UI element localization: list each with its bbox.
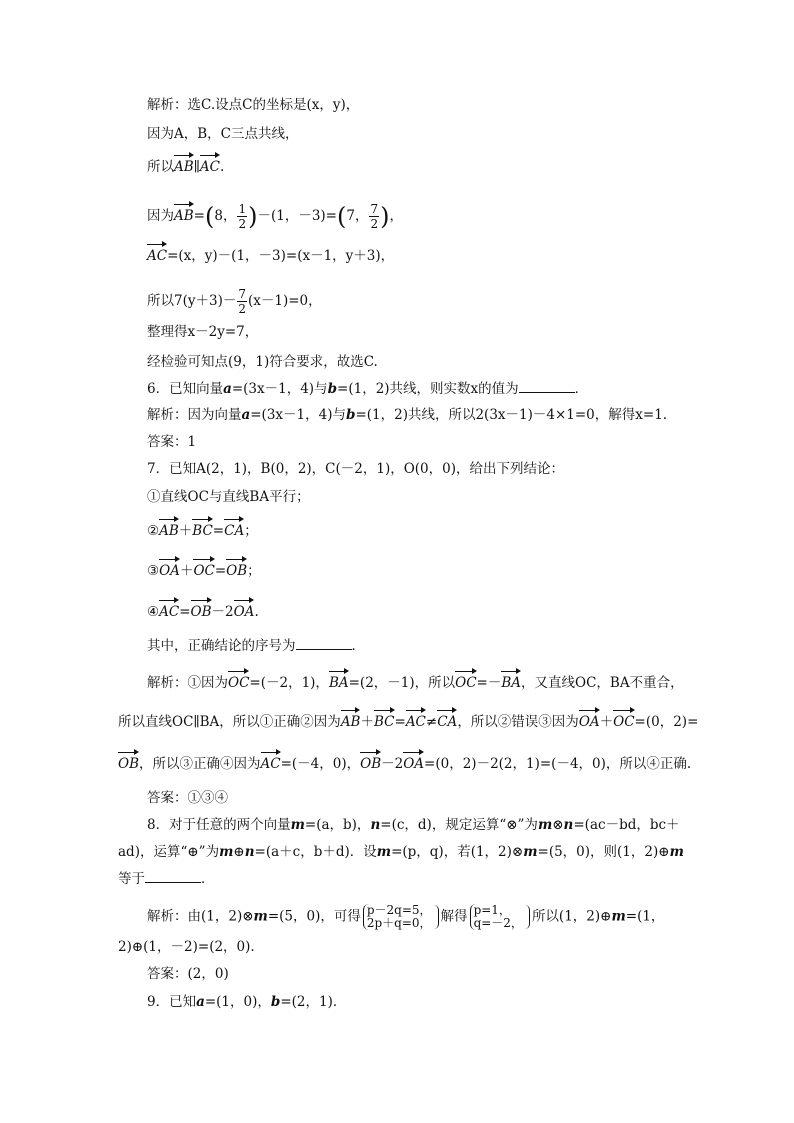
q6-answer: 答案：1	[147, 434, 197, 450]
sol5-line1: 解析：选C.设点C的坐标是(x，y)，	[147, 97, 360, 113]
q7-ask: 其中，正确结论的序号为 ．	[147, 638, 365, 654]
q7-solution-line3: OB，所以③正确④因为AC=(－4，0)，OB－2OA=(0，2)－2(2，1)=(－4，0)，所以④正确.	[118, 756, 692, 772]
solution-system: p=1， q=－2，	[470, 904, 523, 930]
sol5-line7: 整理得x－2y=7，	[147, 324, 259, 340]
sol5-line3: 所以AB∥AC.	[147, 159, 225, 175]
q9-question: 9．已知a=(1，0)，b=(2，1)．	[147, 994, 347, 1010]
q7-conclusion-4: ④AC=OB－2OA.	[147, 604, 259, 620]
q7-answer: 答案：①③④	[147, 790, 228, 806]
answer-blank	[519, 380, 575, 393]
sol5-line8: 经检验可知点(9，1)符合要求，故选C.	[147, 354, 378, 370]
answer-blank	[145, 870, 201, 883]
q8-line2: ad)，运算“⊕”为m⊕n=(a＋c，b＋d)．设m=(p，q)，若(1，2)⊗m=(5，0)，则(1，2)⊕m	[118, 844, 684, 860]
q7-conclusion-1: ①直线OC与直线BA平行；	[147, 489, 310, 505]
q7-conclusion-3: ③OA＋OC=OB；	[147, 563, 261, 579]
sol5-line5: AC=(x，y)－(1，－3)=(x－1，y＋3)，	[147, 248, 395, 264]
q7-solution-line1: 解析：①因为OC=(－2，1)，BA=(2，－1)，所以OC=－BA，又直线OC，BA不重合，	[147, 675, 684, 691]
sol5-line2: 因为A，B，C三点共线，	[147, 126, 299, 142]
q8-line3: 等于 ．	[118, 871, 215, 887]
q6-solution: 解析：因为向量a=(3x－1，4)与b=(1，2)共线，所以2(3x－1)－4×1=0，解得x=1.	[147, 407, 668, 423]
q8-solution-line1: 解析：由(1，2)⊗m=(5，0)，可得 p－2q=5， 2p＋q=0， 解得 p=1， q=－2， 所以(1，2)⊕m=(1，	[147, 903, 665, 930]
equation-system: p－2q=5， 2p＋q=0，	[363, 904, 432, 930]
q7-conclusion-2: ②AB＋BC=CA；	[147, 523, 258, 539]
sol5-line6: 所以7(y＋3)－ $\frac{7}{2}$ (x－1)=0，	[147, 287, 322, 316]
answer-blank	[296, 637, 352, 650]
q7-question: 7．已知A(2，1)，B(0，2)，C(－2，1)，O(0，0)，给出下列结论：	[147, 461, 565, 477]
q8-line1: 8．对于任意的两个向量m=(a，b)，n=(c，d)，规定运算“⊗”为m⊗n=(ac－bd，bc＋	[147, 817, 680, 833]
q8-solution-line2: 2)⊕(1，－2)=(2，0).	[118, 939, 255, 955]
q7-solution-line2: 所以直线OC∥BA，所以①正确②因为AB＋BC=AC≠CA，所以②错误③因为OA＋OC=(0，2)=	[118, 714, 699, 730]
q8-answer: 答案：(2，0)	[147, 966, 229, 982]
sol5-line4: 因为AB=(8， $\frac{1}{2}$ )－(1，－3)=(7， $\frac{7}{2}$ )，	[147, 202, 403, 231]
q6-question: 6．已知向量a=(3x－1，4)与b=(1，2)共线，则实数x的值为 ．	[147, 381, 589, 397]
